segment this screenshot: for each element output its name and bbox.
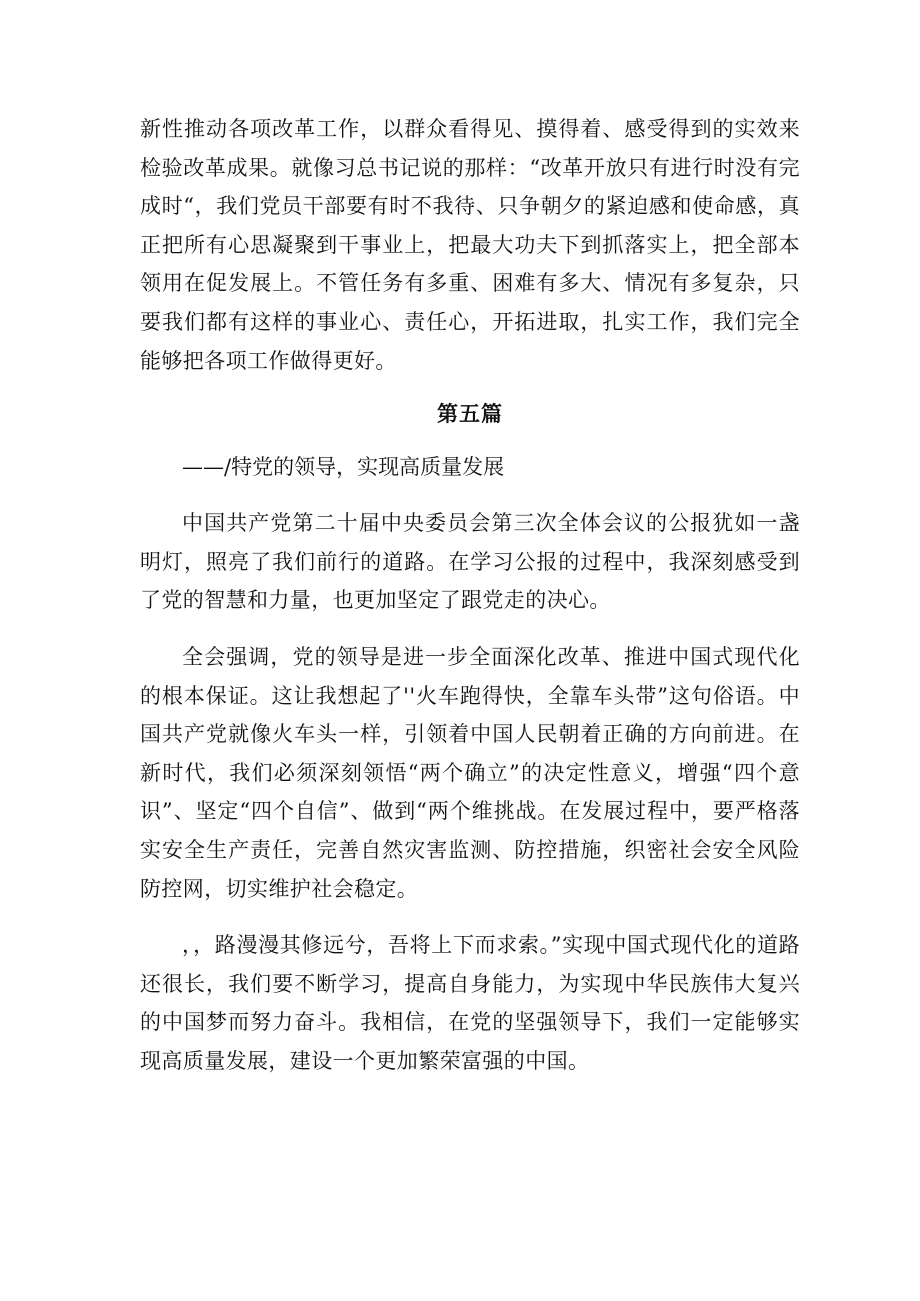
paragraph-spacer bbox=[140, 620, 800, 638]
document-content bbox=[140, 110, 800, 1080]
intro-paragraph: 新性推动各项改革工作，以群众看得见、摸得着、感受得到的实效来检验改革成果。就像习总书记说的那样：“改革开放只有进行时没有完成时“，我们党员干部要有时不我待、只争朝夕的紧迫感和使命感，真正把所有心思凝聚到干事业上，把最大功夫下到抓落实上，把全部本领用在促发展上。不管任务有多重、困难有多大、情况有多复杂，只要我们都有这样的事业心、责任心，开拓进取，扎实工作，我们完全能够把各项工作做得更好。 bbox=[140, 117, 800, 373]
section-title: 第五篇 bbox=[437, 402, 503, 427]
body-paragraph-3: ，，路漫漫其修远兮，吾将上下而求索。”实现中国式现代化的道路还很长，我们要不断学习，提高自身能力，为实现中华民族伟大复兴的中国梦而努力奋斗。我相信，在党的坚强领导下，我们一定能够实现高质量发展，建设一个更加繁荣富强的中国。 bbox=[140, 933, 800, 1073]
body-paragraph-1: 中国共产党第二十届中央委员会第三次全体会议的公报犹如一盏明灯，照亮了我们前行的道路。在学习公报的过程中，我深刻感受到了党的智慧和力量，也更加坚定了跟党走的决心。 bbox=[140, 511, 800, 613]
body-paragraph-2: 全会强调，党的领导是进一步全面深化改革、推进中国式现代化的根本保证。这让我想起了''火车跑得快，全靠车头带”这句俗语。中国共产党就像火车头一样，引领着中国人民朝着正确的方向前进。在新时代，我们必须深刻领悟“两个确立”的决定性意义，增强“四个意识”、坚定“四个自信”、做到“两个维挑战。在发展过程中，要严格落实安全生产责任，完善自然灾害监测、防控措施，织密社会安全风险防控网，切实维护社会稳定。 bbox=[140, 644, 800, 901]
paragraph-spacer bbox=[140, 908, 800, 926]
section-subtitle: ——/特党的领导，实现高质量发展 bbox=[182, 455, 505, 480]
